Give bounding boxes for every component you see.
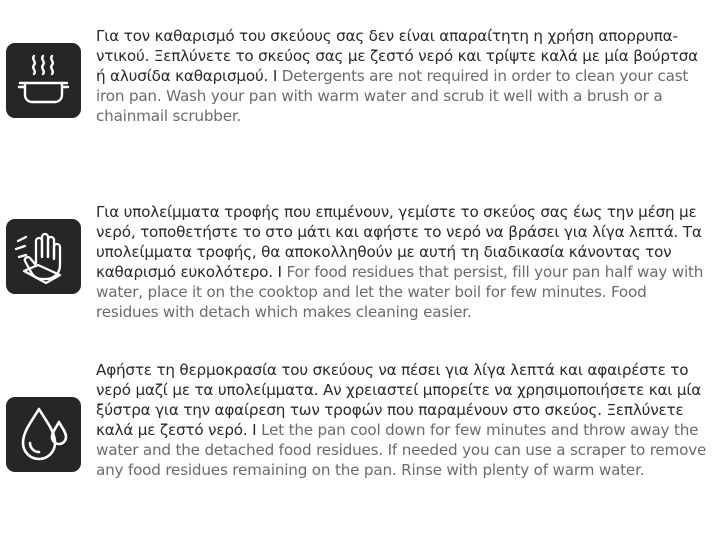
english-text: For food residues that persist, fill your pan half way with water, place it on the cooktop and let the water boil for few minutes. Food residues with detach which makes cleaning easier. [96, 263, 704, 321]
water-drops-icon [6, 397, 81, 472]
instruction-text [96, 202, 708, 322]
english-text: Let the pan cool down for few minutes and throw away the water and the detached food residues. If needed you can use a scraper to remove any food residues remaining on the pan. Rinse with plenty of warm water. [96, 421, 707, 479]
language-separator: I [272, 67, 278, 85]
greek-text: Για υπολείμματα τροφής που επιμένουν, γεμίστε το σκεύος σας έως την μέση με νερό, τοποθετήστε το στο μάτι και αφήστε το νερό να βράσει για λίγα λεπτά. Τα υπολείμματα τροφής, θα αποκολληθούν με αυτή τη διαδικασία κάνοντας τον καθαρισμό ευκολότερο. [96, 203, 702, 281]
language-separator: I [252, 421, 257, 439]
scrubbing-hand-icon [6, 219, 81, 294]
instruction-text [96, 360, 708, 480]
greek-text: Για τον καθαρισμό του σκεύους σας δεν είναι απαραίτητη η χρήση απορρυπαντικού. Ξεπλύνετε το σκεύος σας με ζεστό νερό και τρίψτε καλά με μία βούρτσα ή αλυσίδα καθαρισμού. [96, 27, 698, 85]
instruction-text [96, 26, 708, 126]
english-text: Detergents are not required in order to clean your cast iron pan. Wash your pan with warm water and scrub it well with a brush or a chainmail scrubber. [96, 67, 689, 125]
greek-text: Αφήστε τη θερμοκρασία του σκεύους να πέσει για λίγα λεπτά και αφαιρέστε το νερό μαζί με τα υπολείμματα. Αν χρειαστεί μπορείτε να χρησιμοποιήσετε και μία ξύστρα για την αφαίρεση των τροφών που παραμένουν στο σκεύος. Ξεπλύνετε καλά με ζεστό νερό. [96, 361, 702, 439]
language-separator: I [277, 263, 282, 281]
steaming-pot-icon [6, 43, 81, 118]
